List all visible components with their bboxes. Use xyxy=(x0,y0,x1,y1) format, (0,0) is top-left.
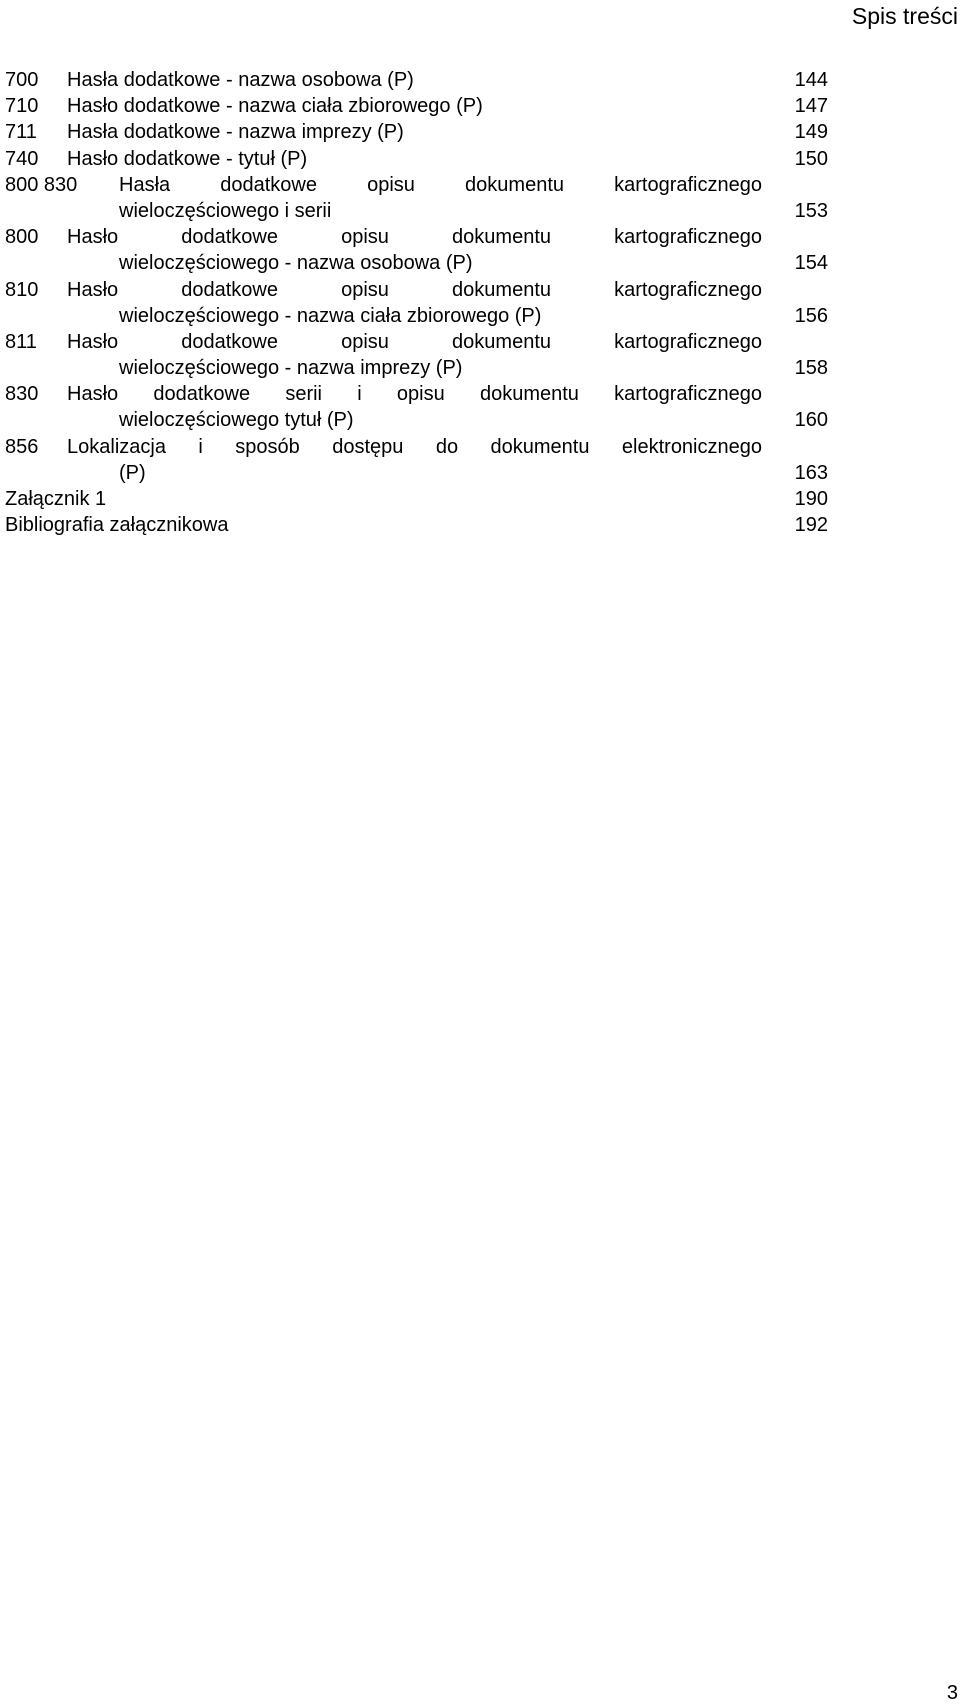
toc-entry-page: 144 xyxy=(794,69,828,91)
table-of-contents xyxy=(5,67,828,538)
toc-entry-page: 147 xyxy=(794,95,828,118)
toc-entry-page: 190 xyxy=(794,488,828,510)
toc-entry-title: Hasło dodatkowe opisu dokumentu kartograficznego xyxy=(67,330,762,353)
toc-entry-page: 192 xyxy=(794,514,828,537)
toc-entry-title: Hasło dodatkowe opisu dokumentu kartograficznego xyxy=(67,278,762,301)
toc-entry-title: Hasła dodatkowe opisu dokumentu kartograficznego xyxy=(119,173,762,196)
toc-entry-title-continuation: wieloczęściowego i serii xyxy=(119,199,332,222)
toc-entry-811[interactable] xyxy=(5,329,828,381)
toc-entry-title: Bibliografia załącznikowa xyxy=(5,514,229,537)
toc-entry-title-continuation: wieloczęściowego - nazwa osobowa (P) xyxy=(119,252,473,275)
toc-entry-page: 149 xyxy=(794,121,828,144)
toc-entry-800-830[interactable] xyxy=(5,172,828,224)
toc-entry-title: Hasła dodatkowe - nazwa imprezy (P) xyxy=(67,121,404,144)
toc-entry-page: 158 xyxy=(794,357,828,380)
toc-entry-number: 800 830 xyxy=(5,173,78,196)
toc-entry-title: Hasło dodatkowe opisu dokumentu kartograficznego xyxy=(67,226,762,249)
toc-entry-page: 163 xyxy=(794,461,828,484)
toc-entry-800[interactable] xyxy=(5,224,828,276)
toc-entry-page: 150 xyxy=(794,147,828,170)
toc-entry-title-continuation: wieloczęściowego - nazwa ciała zbiorowego (P) xyxy=(119,304,542,327)
toc-entry-appendix-1[interactable] xyxy=(5,486,828,512)
toc-entry-number: 830 xyxy=(5,383,39,406)
toc-entry-number: 800 xyxy=(5,226,39,249)
toc-entry-810[interactable] xyxy=(5,277,828,329)
toc-entry-number: 740 xyxy=(5,147,39,170)
toc-entry-number: 710 xyxy=(5,95,39,118)
toc-entry-bibliography[interactable] xyxy=(5,512,828,538)
toc-entry-page: 160 xyxy=(794,409,828,432)
toc-entry-title: Załącznik 1 xyxy=(5,488,107,510)
toc-entry-title-continuation: wieloczęściowego tytuł (P) xyxy=(119,409,354,432)
toc-entry-number: 811 xyxy=(5,330,37,353)
toc-entry-740[interactable] xyxy=(5,146,828,172)
toc-entry-number: 711 xyxy=(5,121,37,144)
toc-entry-title: Lokalizacja i sposób dostępu do dokumentu elektronicznego xyxy=(67,435,762,458)
toc-entry-title: Hasło dodatkowe serii i opisu dokumentu kartograficznego xyxy=(67,383,762,406)
page-number: 3 xyxy=(946,1682,958,1704)
toc-entry-830[interactable] xyxy=(5,381,828,433)
toc-entry-title-continuation: (P) xyxy=(119,461,146,484)
toc-entry-title: Hasła dodatkowe - nazwa osobowa (P) xyxy=(67,69,414,91)
toc-entry-711[interactable] xyxy=(5,119,828,145)
toc-entry-title-continuation: wieloczęściowego - nazwa imprezy (P) xyxy=(119,357,463,380)
toc-entry-856[interactable] xyxy=(5,434,828,486)
toc-entry-page: 156 xyxy=(794,304,828,327)
toc-entry-700[interactable] xyxy=(5,67,828,93)
running-header: Spis treści xyxy=(851,3,958,29)
toc-entry-number: 810 xyxy=(5,278,39,301)
toc-entry-page: 153 xyxy=(794,199,828,222)
toc-entry-number: 700 xyxy=(5,69,39,91)
toc-entry-page: 154 xyxy=(794,252,828,275)
toc-entry-710[interactable] xyxy=(5,93,828,119)
toc-entry-number: 856 xyxy=(5,435,39,458)
toc-entry-title: Hasło dodatkowe - nazwa ciała zbiorowego (P) xyxy=(67,95,483,118)
toc-entry-title: Hasło dodatkowe - tytuł (P) xyxy=(67,147,308,170)
